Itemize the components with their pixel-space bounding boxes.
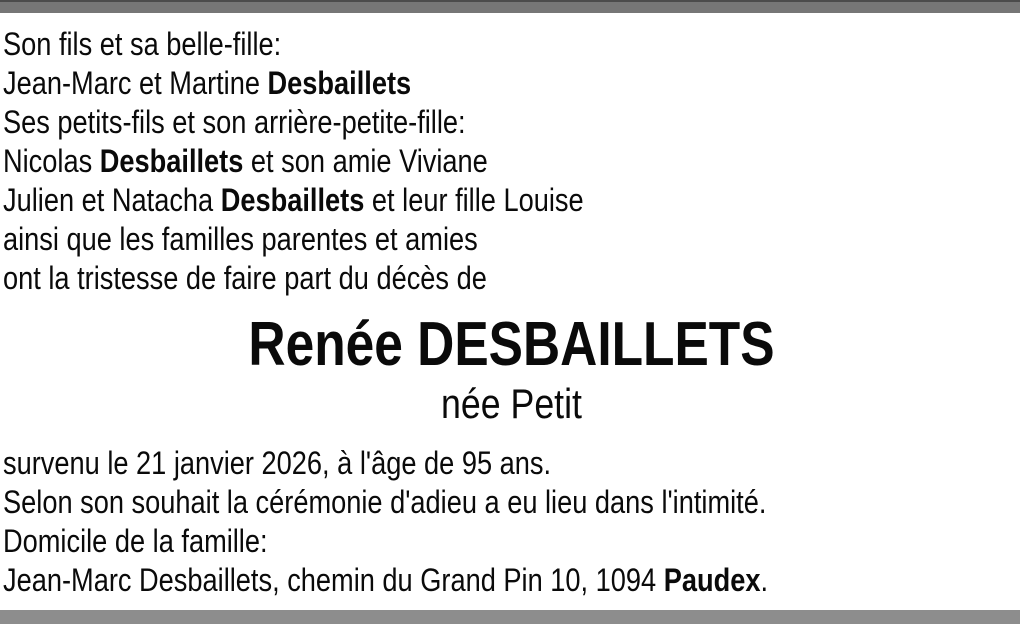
top-divider-bar [0,0,1020,13]
relatives-line-1 [3,25,867,64]
text-segment: Julien et Natacha [3,182,221,218]
bottom-divider-bar [0,610,1020,624]
family-name-bold: Desbaillets [99,143,244,179]
relatives-line-4 [3,142,867,181]
text-segment: survenu le 21 janvier 2026, à l'âge de 95 ans. [3,445,552,481]
text-segment: et leur fille Louise [364,182,584,218]
relatives-line-6 [3,220,867,259]
text-segment: Nicolas [3,143,100,179]
relatives-line-3 [3,103,867,142]
text-segment: . [760,562,769,598]
text-segment: Son fils et sa belle-fille: [3,26,282,62]
maiden-name: née Petit [441,380,582,427]
family-home-label-line [3,522,867,561]
text-segment: Jean-Marc et Martine [3,65,268,101]
relatives-line-5 [3,181,867,220]
family-name-bold: Desbaillets [267,65,412,101]
text-segment: Domicile de la famille: [3,523,268,559]
ceremony-line [3,483,867,522]
text-segment: et son amie Viviane [243,143,488,179]
deceased-name: Renée DESBAILLETS [248,310,775,379]
city-name-bold: Paudex [663,562,761,598]
text-segment: Ses petits-fils et son arrière-petite-fille: [3,104,466,140]
text-segment: ainsi que les familles parentes et amies [3,221,478,257]
death-date-line [3,444,867,483]
notice-details [3,444,1020,600]
family-address-line [3,561,867,600]
death-notice [0,13,1020,600]
text-segment: Jean-Marc Desbaillets, chemin du Grand Pin 10, 1094 [3,562,664,598]
text-segment: ont la tristesse de faire part du décès de [3,260,487,296]
announcement-line [3,259,867,298]
relatives-line-2 [3,64,867,103]
family-name-bold: Desbaillets [220,182,365,218]
text-segment: Selon son souhait la cérémonie d'adieu a eu lieu dans l'intimité. [3,484,767,520]
